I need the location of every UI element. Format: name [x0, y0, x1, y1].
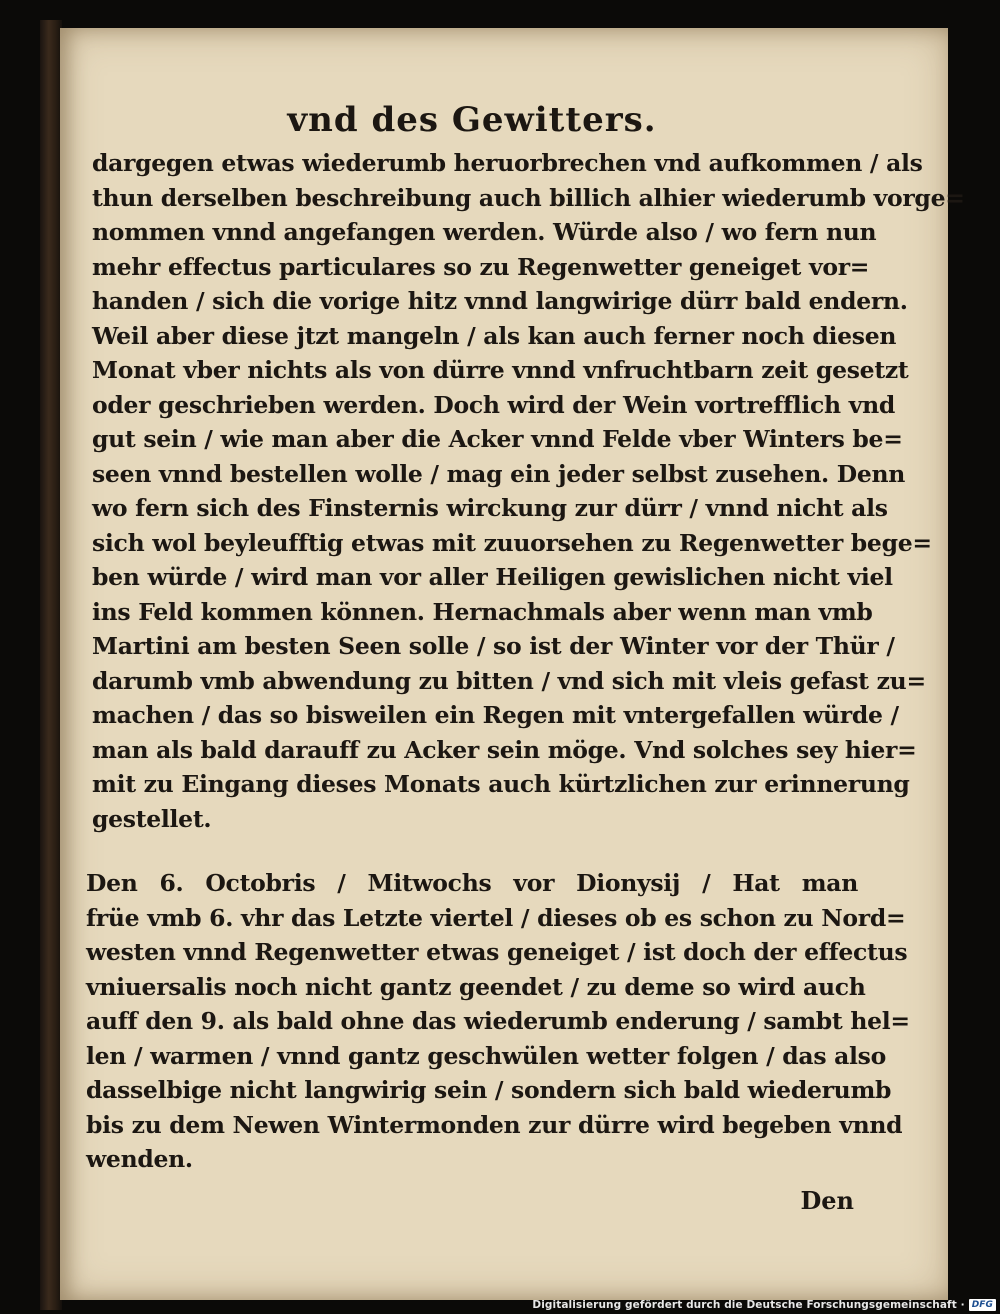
text-line: len / warmen / vnnd gantz geschwülen wetter folgen / das also [86, 1041, 886, 1070]
text-line: nommen vnnd angefangen werden. Würde also / wo fern nun [92, 218, 877, 246]
paragraph-1 [92, 146, 965, 836]
text-line: Den 6. Octobris / Mitwochs vor Dionysij / Hat man [86, 869, 858, 897]
book-binding-edge [40, 20, 62, 1310]
text-line: bis zu dem Newen Wintermonden zur dürre wird begeben vnnd [86, 1110, 903, 1139]
page-text-block [86, 98, 965, 1221]
text-line: oder geschrieben werden. Doch wird der Wein vortrefflich vnd [92, 390, 895, 419]
dfg-logo-icon: DFG [969, 1299, 996, 1311]
text-line: Weil aber diese jtzt mangeln / als kan auch ferner noch diesen [92, 321, 897, 350]
text-line: Monat vber nichts als von dürre vnnd vnfruchtbarn zeit gesetzt [92, 356, 909, 384]
text-line: gut sein / wie man aber die Acker vnnd Felde vber Winters be= [92, 425, 903, 453]
text-line: sich wol beyleufftig etwas mit zuuorsehen zu Regenwetter bege= [92, 528, 932, 557]
text-line: wo fern sich des Finsternis wirckung zur dürr / vnnd nicht als [92, 494, 888, 522]
text-line: ben würde / wird man vor aller Heiligen gewislichen nicht viel [92, 563, 893, 591]
text-line: Martini am besten Seen solle / so ist der Winter vor der Thür / [92, 632, 895, 660]
text-line: thun derselben beschreibung auch billich alhier wiederumb vorge= [92, 183, 965, 212]
text-line: früe vmb 6. vhr das Letzte viertel / dieses ob es schon zu Nord= [86, 903, 906, 932]
text-line: westen vnnd Regenwetter etwas geneiget / ist doch der effectus [86, 938, 908, 966]
text-line: auff den 9. als bald ohne das wiederumb enderung / sambt hel= [86, 1007, 910, 1035]
text-line: dasselbige nicht langwirig sein / sondern sich bald wiederumb [86, 1076, 892, 1104]
funding-credit: Digitalisierung gefördert durch die Deutsche Forschungsgemeinschaft · [532, 1299, 965, 1311]
paragraph-2 [86, 866, 910, 1177]
text-line: mehr effectus particulares so zu Regenwetter geneiget vor= [92, 252, 870, 281]
book-page [60, 28, 965, 1300]
text-line: machen / das so bisweilen ein Regen mit vntergefallen würde / [92, 701, 899, 729]
text-line: man als bald darauff zu Acker sein möge. Vnd solches sey hier= [92, 735, 917, 764]
running-head: vnd des Gewitters. [287, 100, 657, 140]
text-line: handen / sich die vorige hitz vnnd langwirige dürr bald endern. [92, 287, 908, 315]
text-line: ins Feld kommen können. Hernachmals aber wenn man vmb [92, 597, 873, 626]
text-line: dargegen etwas wiederumb heruorbrechen vnd aufkommen / als [92, 149, 923, 177]
text-line: gestellet. [92, 804, 212, 833]
text-line: wenden. [86, 1145, 193, 1173]
text-line: darumb vmb abwendung zu bitten / vnd sich mit vleis gefast zu= [92, 666, 926, 695]
digitization-footer [532, 1298, 996, 1312]
catchword: Den [800, 1185, 854, 1215]
text-line: mit zu Eingang dieses Monats auch kürtzlichen zur erinnerung [92, 770, 910, 798]
text-line: seen vnnd bestellen wolle / mag ein jeder selbst zusehen. Denn [92, 459, 906, 488]
text-line: vniuersalis noch nicht gantz geendet / zu deme so wird auch [86, 972, 866, 1001]
